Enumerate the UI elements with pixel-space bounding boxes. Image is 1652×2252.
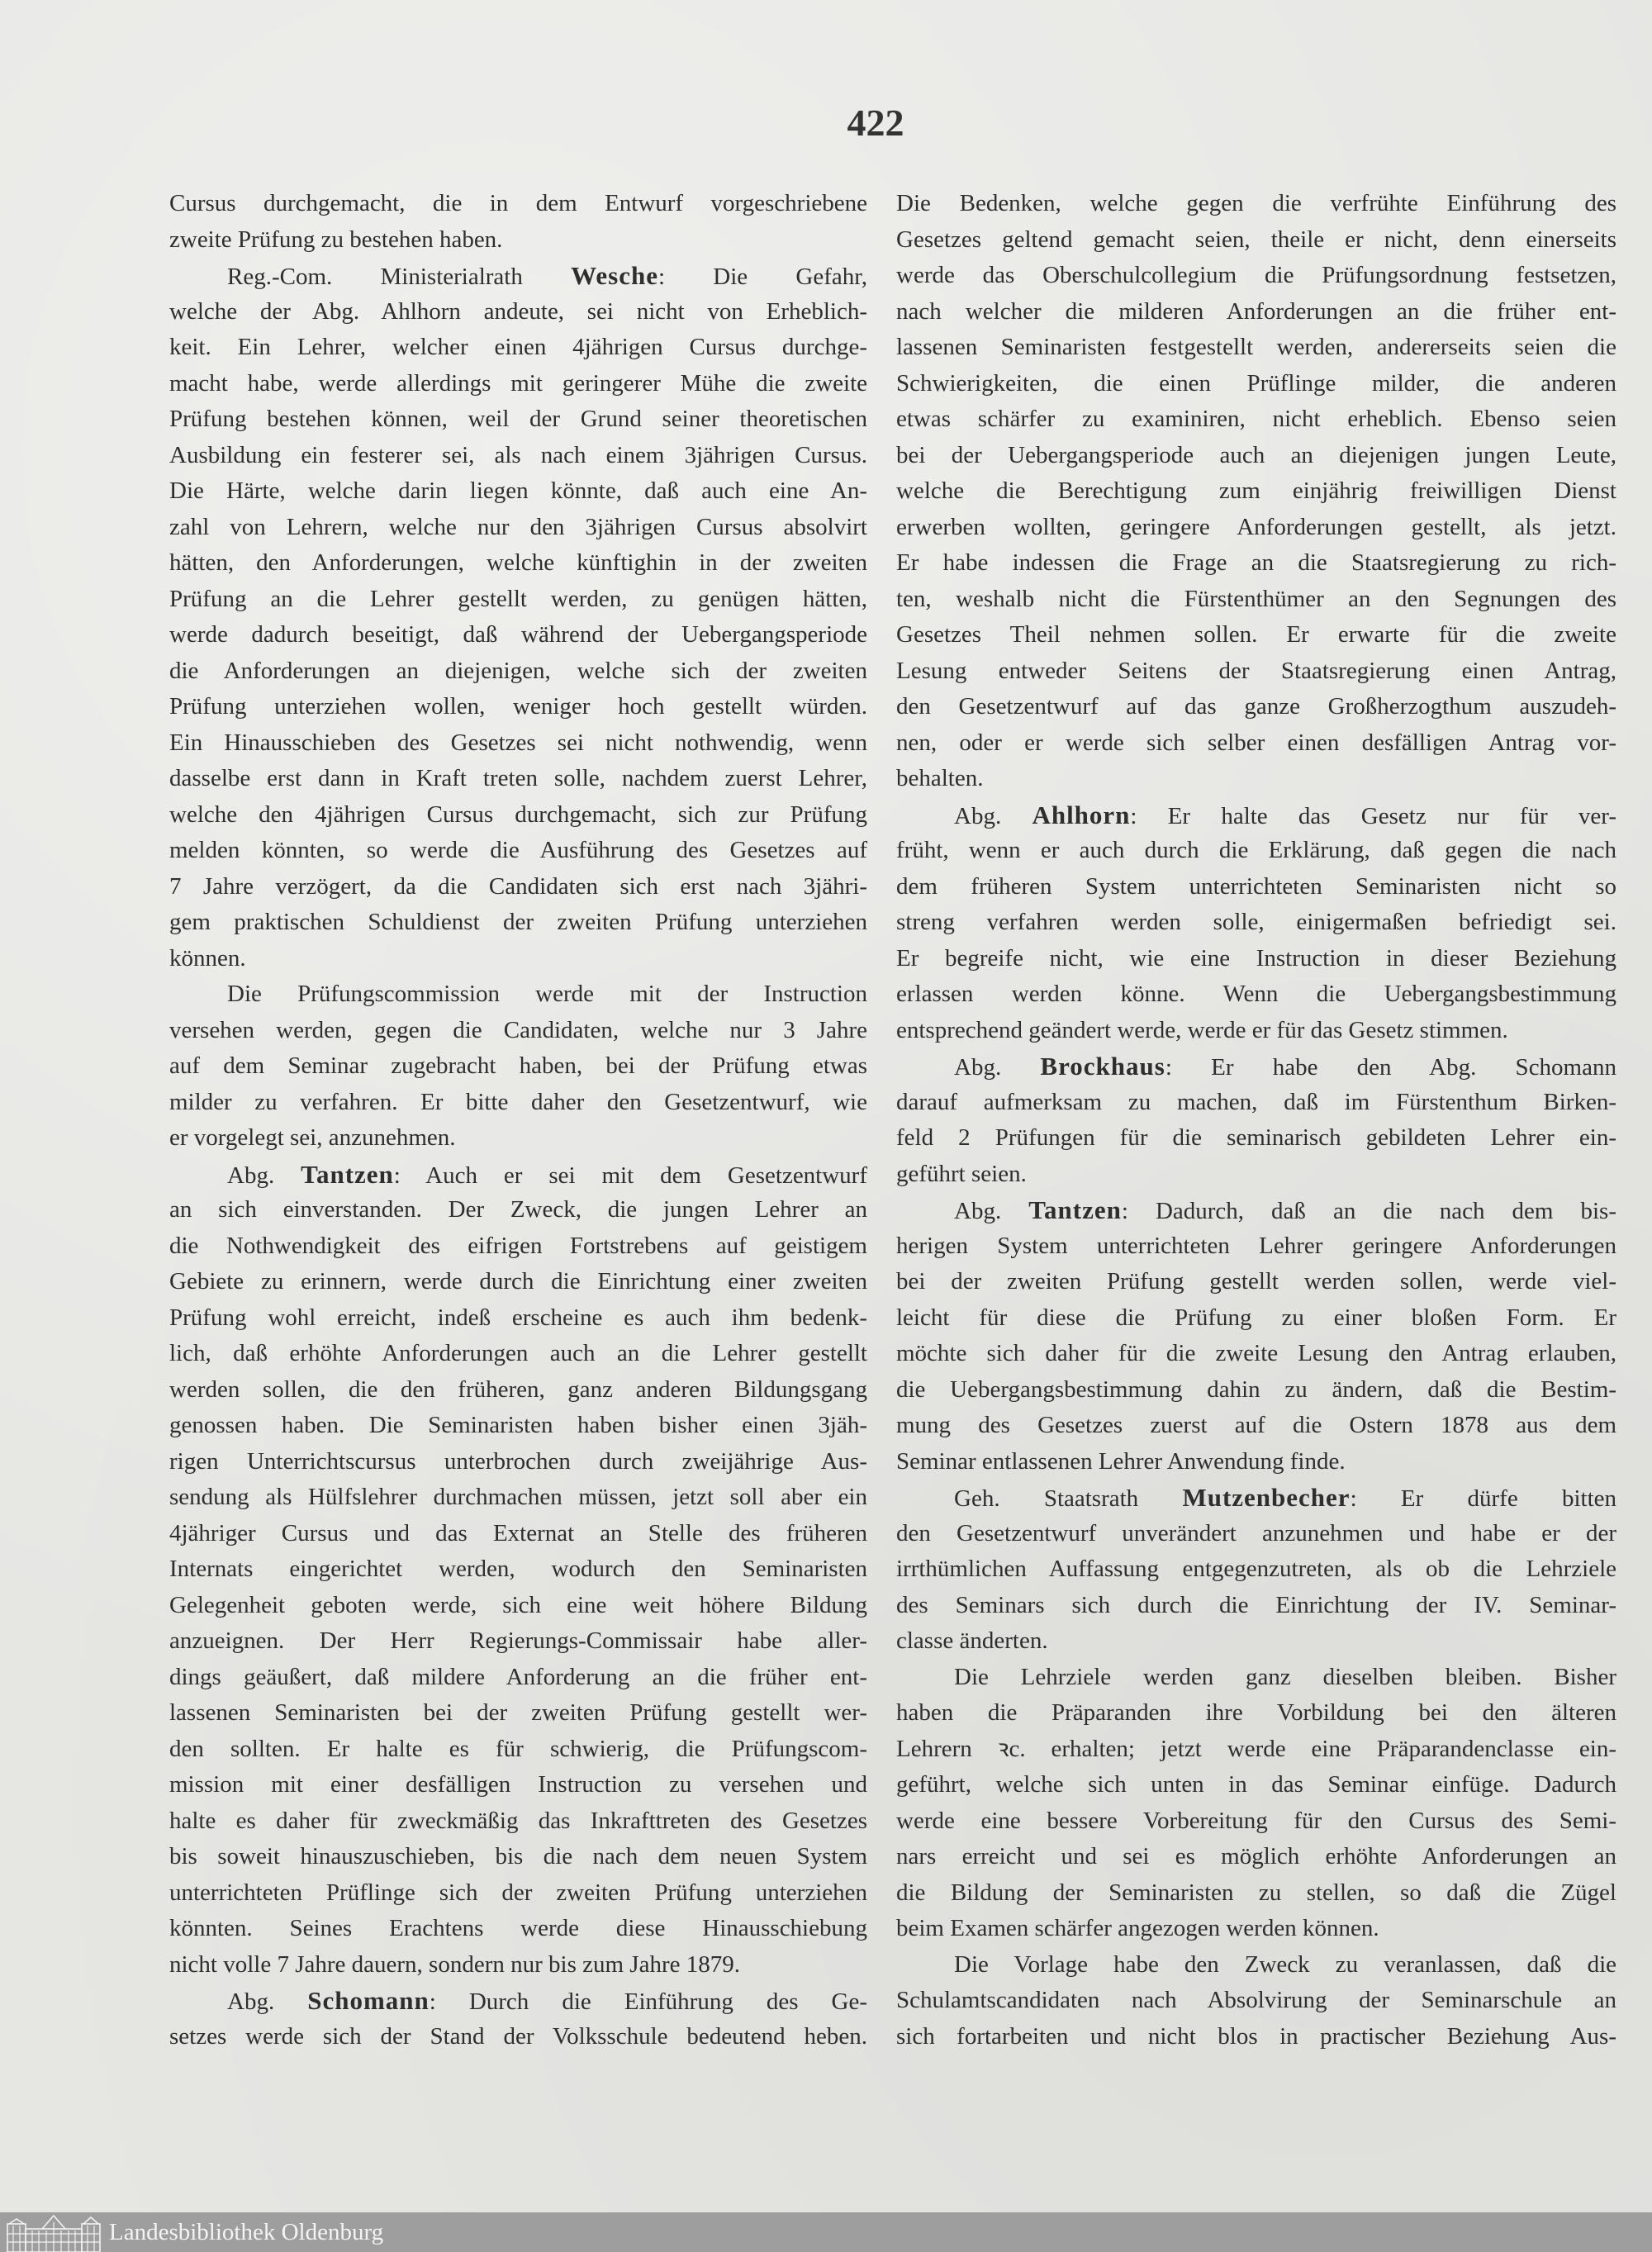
text-line: Schulamtscandidaten nach Absolvirung der Seminarschule an [896, 1987, 1616, 2013]
text-line: halte es daher für zweckmäßig das Inkrafttreten des Gesetzes [169, 1807, 867, 1834]
text-line: beim Examen schärfer angezogen werden können. [896, 1915, 1379, 1941]
speaker-prefix: Abg. [954, 1054, 1041, 1081]
text-line: nicht volle 7 Jahre dauern, sondern nur bis zum Jahre 1879. [169, 1950, 740, 1978]
text-line: Prüfung unterziehen wollen, weniger hoch gestellt würden. [169, 693, 867, 720]
library-footer-bar [0, 2212, 1652, 2252]
text-line: classe änderten. [896, 1627, 1048, 1654]
text-line: die Uebergangsbestimmung dahin zu ändern, daß die Bestim- [896, 1375, 1616, 1403]
text-line: werde dadurch beseitigt, daß während der Uebergangsperiode [169, 621, 867, 648]
speaker-name: Wesche [571, 261, 658, 290]
text-line: irrthümlichen Auffassung entgegenzutreten, als ob die Lehrziele [896, 1556, 1616, 1582]
text-line: Schwierigkeiten, die einen Prüflinge milder, die anderen [896, 369, 1616, 397]
text-line: nars erreicht und sei es möglich erhöhte Anforderungen an [896, 1843, 1616, 1870]
text-line: werde das Oberschulcollegium die Prüfungsordnung festsetzen, [896, 262, 1616, 288]
text-line: Die Prüfungscommission werde mit der Instruction [227, 981, 867, 1007]
text-line: anzueignen. Der Herr Regierungs-Commissair habe aller- [169, 1627, 867, 1654]
text-line: gem praktischen Schuldienst der zweiten Prüfung unterziehen [169, 909, 867, 935]
page-number: 422 [847, 102, 904, 144]
library-name: Landesbibliothek Oldenburg [109, 2219, 384, 2245]
text-line: geführt, welche sich unten in das Seminar einfüge. Dadurch [896, 1771, 1616, 1798]
text-line: Prüfung wohl erreicht, indeß erscheine es auch ihm bedenk- [169, 1304, 867, 1331]
text-line: sendung als Hülfslehrer durchmachen müssen, jetzt soll aber ein [169, 1484, 867, 1510]
text-line: sich fortarbeiten und nicht blos in practischer Beziehung Aus- [896, 2022, 1616, 2050]
text-line: Cursus durchgemacht, die in dem Entwurf vorgeschriebene [169, 190, 867, 216]
text-line: melden könnten, so werde die Ausführung des Gesetzes auf [169, 837, 867, 863]
speech-text: : Er dürfe bitten [1350, 1485, 1616, 1512]
text-line: lassenen Seminaristen bei der zweiten Prüfung gestellt wer- [169, 1699, 867, 1726]
text-line: die Anforderungen an diejenigen, welche sich der zweiten [169, 657, 867, 684]
speech-text: : Er habe den Abg. Schomann [1165, 1054, 1616, 1081]
text-line: den sollten. Er halte es für schwierig, die Prüfungscom- [169, 1735, 867, 1762]
text-line: unterrichteten Prüflinge sich der zweiten Prüfung unterziehen [169, 1879, 867, 1906]
text-line: des Seminars sich durch die Einrichtung der IV. Seminar- [896, 1591, 1616, 1618]
text-line: Die Vorlage habe den Zweck zu veranlassen, daß die [954, 1950, 1616, 1978]
text-line: mission mit einer desfälligen Instruction zu versehen und [169, 1771, 867, 1798]
text-line: die Nothwendigkeit des eifrigen Fortstrebens auf geistigem [169, 1232, 867, 1259]
text-line [169, 1983, 867, 2019]
text-line: leicht für diese die Prüfung zu einer bloßen Form. Er [896, 1304, 1616, 1331]
text-line: den Gesetzentwurf unverändert anzunehmen und habe er der [896, 1519, 1616, 1546]
text-line: erlassen werden könne. Wenn die Uebergangsbestimmung [896, 981, 1616, 1007]
text-line: hätten, den Anforderungen, welche künftighin in der zweiten [169, 549, 867, 576]
text-line: ten, weshalb nicht die Fürstenthümer an den Segnungen des [896, 585, 1616, 612]
text-line: welche die Berechtigung zum einjährig freiwilligen Dienst [896, 477, 1616, 504]
speaker-name: Ahlhorn [1032, 800, 1131, 829]
text-line: darauf aufmerksam zu machen, daß im Fürstenthum Birken- [896, 1088, 1616, 1115]
text-line: bis soweit hinauszuschieben, bis die nach dem neuen System [169, 1843, 867, 1870]
text-line: bei der Uebergangsperiode auch an diejenigen jungen Leute, [896, 441, 1616, 468]
text-line: Ausbildung ein festerer sei, als nach einem 3jährigen Cursus. [169, 441, 867, 468]
text-line: streng verfahren werden solle, einigermaßen befriedigt sei. [896, 909, 1616, 935]
text-line: möchte sich daher für die zweite Lesung den Antrag erlauben, [896, 1340, 1616, 1366]
text-line: dings geäußert, daß mildere Anforderung an die früher ent- [169, 1663, 867, 1690]
text-line: haben die Präparanden ihre Vorbildung bei den älteren [896, 1699, 1616, 1726]
text-line: macht habe, werde allerdings mit geringerer Mühe die zweite [169, 369, 867, 397]
text-line: könnten. Seines Erachtens werde diese Hinausschiebung [169, 1915, 867, 1941]
text-line: keit. Ein Lehrer, welcher einen 4jährigen Cursus durchge- [169, 334, 867, 360]
text-line: geführt seien. [896, 1160, 1027, 1187]
text-line [896, 1480, 1616, 1516]
text-line: werden sollen, die den früheren, ganz anderen Bildungsgang [169, 1375, 867, 1403]
text-line: welche den 4jährigen Cursus durchgemacht, sich zur Prüfung [169, 801, 867, 828]
text-line: Er begreife nicht, wie eine Instruction in dieser Beziehung [896, 944, 1616, 972]
text-line: erwerben wollten, geringere Anforderungen gestellt, als jetzt. [896, 513, 1616, 540]
speaker-name: Schomann [307, 1986, 430, 2015]
text-line: die Bildung der Seminaristen zu stellen, so daß die Zügel [896, 1879, 1616, 1906]
text-line: lich, daß erhöhte Anforderungen auch an die Lehrer gestellt [169, 1340, 867, 1366]
text-line: lassenen Seminaristen festgestellt werden, andererseits seien die [896, 334, 1616, 360]
text-line: feld 2 Prüfungen für die seminarisch gebildeten Lehrer ein- [896, 1124, 1616, 1151]
text-line: Internats eingerichtet werden, wodurch den Seminaristen [169, 1556, 867, 1582]
text-line: welche der Abg. Ahlhorn andeute, sei nicht von Erheblich- [169, 297, 867, 325]
text-column-left [169, 186, 867, 2055]
text-line: mung des Gesetzes zuerst auf die Ostern 1878 aus dem [896, 1412, 1616, 1438]
text-line: genossen haben. Die Seminaristen haben bisher einen 3jäh- [169, 1412, 867, 1438]
text-line: etwas schärfer zu examiniren, nicht erheblich. Ebenso seien [896, 406, 1616, 432]
speaker-name: Brockhaus [1040, 1052, 1165, 1081]
text-line: Gesetzes geltend gemacht seien, theile er nicht, denn einerseits [896, 226, 1616, 253]
text-line: Er habe indessen die Frage an die Staatsregierung zu rich- [896, 549, 1616, 576]
text-line: Ein Hinausschieben des Gesetzes sei nicht nothwendig, wenn [169, 729, 867, 756]
text-line: versehen werden, gegen die Candidaten, welche nur 3 Jahre [169, 1016, 867, 1043]
text-line: er vorgelegt sei, anzunehmen. [169, 1124, 456, 1151]
speaker-prefix: Geh. Staatsrath [954, 1485, 1183, 1512]
speaker-prefix: Abg. [227, 1988, 308, 2015]
speaker-prefix: Abg. [227, 1162, 301, 1189]
text-line: den Gesetzentwurf auf das ganze Großherzogthum auszudeh- [896, 693, 1616, 720]
text-line: können. [169, 944, 246, 972]
speech-text: : Durch die Einführung des Ge- [429, 1988, 867, 2015]
speaker-prefix: Abg. [954, 1198, 1029, 1224]
text-line: zweite Prüfung zu bestehen haben. [169, 226, 503, 253]
text-line: Lehrern ꝛc. erhalten; jetzt werde eine Präparandenclasse ein- [896, 1735, 1616, 1762]
speaker-prefix: Abg. [954, 802, 1032, 829]
text-line: dem früheren System unterrichteten Seminaristen nicht so [896, 872, 1616, 900]
text-line: Die Lehrziele werden ganz dieselben bleiben. Bisher [954, 1663, 1616, 1690]
text-line: dasselbe erst dann in Kraft treten solle, nachdem zuerst Lehrer, [169, 765, 867, 791]
text-line: auf dem Seminar zugebracht haben, bei der Prüfung etwas [169, 1052, 867, 1079]
text-line [169, 258, 867, 294]
text-line: Lesung entweder Seitens der Staatsregierung einen Antrag, [896, 657, 1616, 684]
text-line: Seminar entlassenen Lehrer Anwendung finde. [896, 1447, 1346, 1475]
text-line [896, 1048, 1616, 1085]
speech-text: : Dadurch, daß an die nach dem bis- [1121, 1198, 1616, 1224]
text-line: herigen System unterrichteten Lehrer geringere Anforderungen [896, 1232, 1616, 1259]
text-line: Die Bedenken, welche gegen die verfrühte Einführung des [896, 190, 1616, 216]
speaker-name: Tantzen [1028, 1195, 1122, 1224]
text-line: Die Härte, welche darin liegen könnte, daß auch eine An- [169, 477, 867, 504]
text-line [896, 1192, 1616, 1228]
text-line: bei der zweiten Prüfung gestellt werden sollen, werde viel- [896, 1268, 1616, 1295]
text-line: früht, wenn er auch durch die Erklärung, daß gegen die nach [896, 837, 1616, 863]
speaker-prefix: Reg.-Com. Ministerialrath [227, 264, 572, 290]
text-line: werde eine bessere Vorbereitung für den Cursus des Semi- [896, 1807, 1616, 1834]
text-line: nach welcher die milderen Anforderungen an die früher ent- [896, 297, 1616, 325]
text-line: Gesetzes Theil nehmen sollen. Er erwarte für die zweite [896, 621, 1616, 648]
text-line: entsprechend geändert werde, werde er für das Gesetz stimmen. [896, 1016, 1508, 1043]
text-line: zahl von Lehrern, welche nur den 3jährigen Cursus absolvirt [169, 513, 867, 540]
text-column-right [896, 186, 1616, 2055]
text-line [169, 1157, 867, 1193]
speech-text: : Die Gefahr, [657, 264, 867, 290]
text-line [896, 797, 1616, 834]
text-line: rigen Unterrichtscursus unterbrochen durch zweijährige Aus- [169, 1447, 867, 1475]
text-line: an sich einverstanden. Der Zweck, die jungen Lehrer an [169, 1196, 867, 1223]
library-building-logo-icon [5, 2214, 102, 2252]
speech-text: : Auch er sei mit dem Gesetzentwurf [393, 1162, 868, 1189]
text-line: milder zu verfahren. Er bitte daher den Gesetzentwurf, wie [169, 1088, 867, 1115]
speaker-name: Tantzen [301, 1159, 394, 1189]
text-line: Gelegenheit geboten werde, sich eine weit höhere Bildung [169, 1591, 867, 1618]
speaker-name: Mutzenbecher [1182, 1483, 1351, 1512]
text-line: 4jähriger Cursus und das Externat an Stelle des früheren [169, 1519, 867, 1546]
speech-text: : Er halte das Gesetz nur für ver- [1130, 802, 1616, 829]
text-line: Prüfung an die Lehrer gestellt werden, zu genügen hätten, [169, 585, 867, 612]
text-line: Gebiete zu erinnern, werde durch die Einrichtung einer zweiten [169, 1268, 867, 1295]
text-line: behalten. [896, 765, 984, 791]
text-line: Prüfung bestehen können, weil der Grund seiner theoretischen [169, 406, 867, 432]
text-line: 7 Jahre verzögert, da die Candidaten sich erst nach 3jähri- [169, 872, 867, 900]
text-line: nen, oder er werde sich selber einen desfälligen Antrag vor- [896, 729, 1616, 756]
text-line: setzes werde sich der Stand der Volksschule bedeutend heben. [169, 2022, 867, 2050]
